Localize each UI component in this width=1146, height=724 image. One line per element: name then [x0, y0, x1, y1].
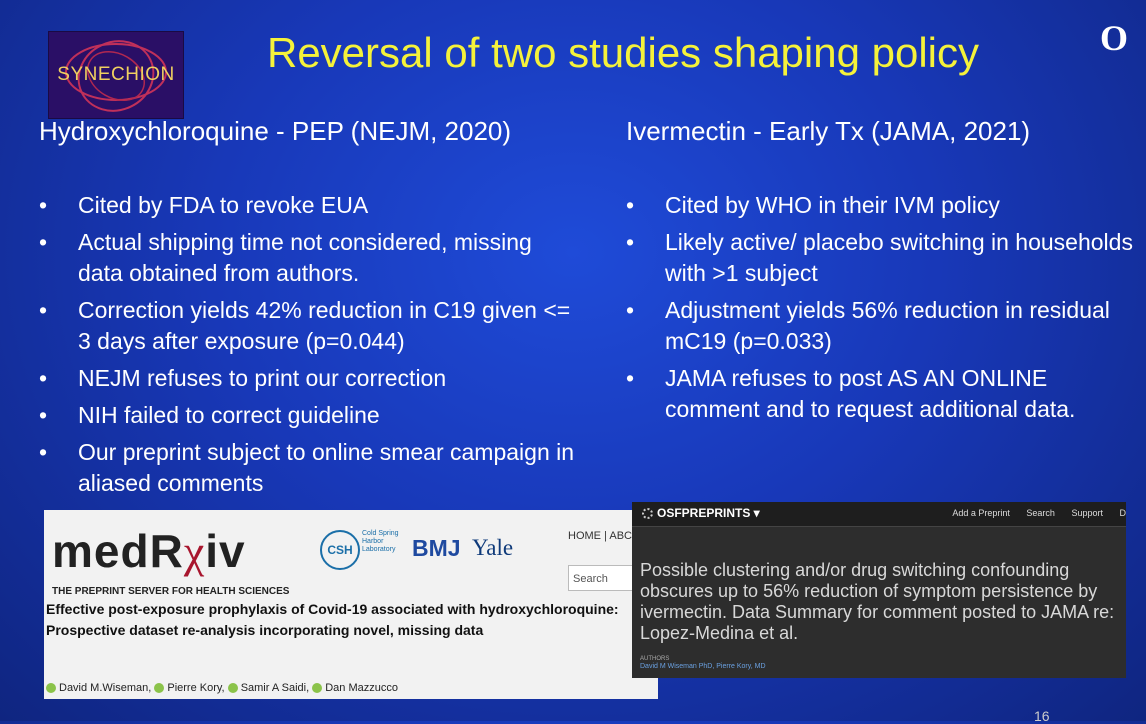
bullet-item: • JAMA refuses to post AS AN ONLINE comment and to request additional data. [626, 365, 1076, 422]
corner-logo-mark: O [1099, 18, 1128, 58]
bullet-item: • Adjustment yields 56% reduction in residual mC19 (p=0.033) [626, 297, 1110, 354]
csh-logo: CSH [320, 530, 360, 570]
bullet-text: JAMA refuses to post AS AN ONLINE comment and to request additional data. [665, 365, 1076, 422]
medrxiv-nav[interactable]: HOME | ABC [568, 530, 632, 542]
logo-text: SYNECHION [57, 64, 175, 85]
osf-nav-support[interactable]: Support [1071, 508, 1103, 518]
bullet-text: Likely active/ placebo switching in households with >1 subject [665, 229, 1133, 286]
bullet-item: • Likely active/ placebo switching in households with >1 subject [626, 229, 1133, 286]
right-column-heading: Ivermectin - Early Tx (JAMA, 2021) [626, 116, 1031, 146]
csh-text: Cold Spring Harbor Laboratory [362, 530, 399, 553]
bullet-item: • Actual shipping time not considered, missing data obtained from authors. [39, 229, 532, 286]
orcid-icon [154, 683, 164, 693]
medrxiv-author-list [46, 682, 398, 694]
author-name[interactable]: Dan Mazzucco [325, 682, 398, 694]
author-name[interactable]: Samir A Saidi, [240, 682, 310, 694]
bullet-text: NIH failed to correct guideline [78, 402, 380, 428]
bullet-text: Cited by WHO in their IVM policy [665, 192, 1000, 218]
author-name[interactable]: David M.Wiseman, [59, 682, 152, 694]
medrxiv-logo-chi: χ [183, 526, 206, 577]
page-number: 16 [1034, 708, 1050, 724]
osf-nav-add-preprint[interactable]: Add a Preprint [952, 508, 1010, 518]
osf-logo-text: OSFPREPRINTS ▾ [657, 506, 760, 520]
orcid-icon [46, 683, 56, 693]
medrxiv-search-input[interactable]: Search [568, 565, 658, 591]
osf-nav-search[interactable]: Search [1026, 508, 1055, 518]
bullet-text: Our preprint subject to online smear campaign in aliased comments [78, 439, 575, 496]
bullet-item: • Our preprint subject to online smear campaign in aliased comments [39, 439, 575, 496]
bullet-item: • NIH failed to correct guideline [39, 402, 380, 428]
osf-logo-icon [642, 508, 653, 519]
bullet-item: • Cited by FDA to revoke EUA [39, 192, 369, 218]
left-bullet-list [39, 190, 579, 505]
bullet-text: NEJM refuses to print our correction [78, 365, 447, 391]
medrxiv-tagline: THE PREPRINT SERVER FOR HEALTH SCIENCES [52, 586, 290, 597]
medrxiv-logo-main: medR [52, 525, 184, 577]
osf-nav-links [938, 508, 1126, 518]
medrxiv-logo-end: iv [205, 525, 246, 577]
osf-authors[interactable]: David M Wiseman PhD, Pierre Kory, MD [640, 663, 766, 670]
medrxiv-paper-title[interactable]: Effective post-exposure prophylaxis of Covid-19 associated with hydroxychloroquine: Prospective dataset re-analysis incorporating novel, missing data [46, 601, 619, 638]
author-name[interactable]: Pierre Kory, [167, 682, 225, 694]
bmj-logo: BMJ [412, 535, 461, 561]
osf-paper-title[interactable]: Possible clustering and/or drug switching confounding obscures up to 56% reduction of symptom persistence by ivermectin. Data Summary for comment posted to JAMA re: Lopez-Medina et al. [640, 560, 1115, 643]
left-column-heading: Hydroxychloroquine - PEP (NEJM, 2020) [39, 116, 512, 146]
osf-preprints-screenshot [632, 502, 1126, 678]
orcid-icon [228, 683, 238, 693]
bullet-item: • NEJM refuses to print our correction [39, 365, 447, 391]
slide-title: Reversal of two studies shaping policy [266, 29, 980, 76]
orcid-icon [312, 683, 322, 693]
medrxiv-logo [52, 524, 246, 578]
bullet-text: Actual shipping time not considered, missing data obtained from authors. [78, 229, 532, 286]
bullet-text: Correction yields 42% reduction in C19 given <= 3 days after exposure (p=0.044) [78, 297, 571, 354]
right-bullet-list [626, 190, 1146, 431]
medrxiv-screenshot [44, 510, 658, 699]
osf-logo[interactable] [642, 506, 760, 520]
bullet-text: Cited by FDA to revoke EUA [78, 192, 369, 218]
osf-authors-label: AUTHORS [640, 656, 670, 662]
bullet-item: • Cited by WHO in their IVM policy [626, 192, 1000, 218]
yale-logo: Yale [472, 535, 514, 560]
bullet-item: • Correction yields 42% reduction in C19 given <= 3 days after exposure (p=0.044) [39, 297, 571, 354]
osf-navbar [632, 502, 1126, 527]
osf-nav-more[interactable]: D [1119, 508, 1126, 518]
bullet-text: Adjustment yields 56% reduction in residual mC19 (p=0.033) [665, 297, 1110, 354]
